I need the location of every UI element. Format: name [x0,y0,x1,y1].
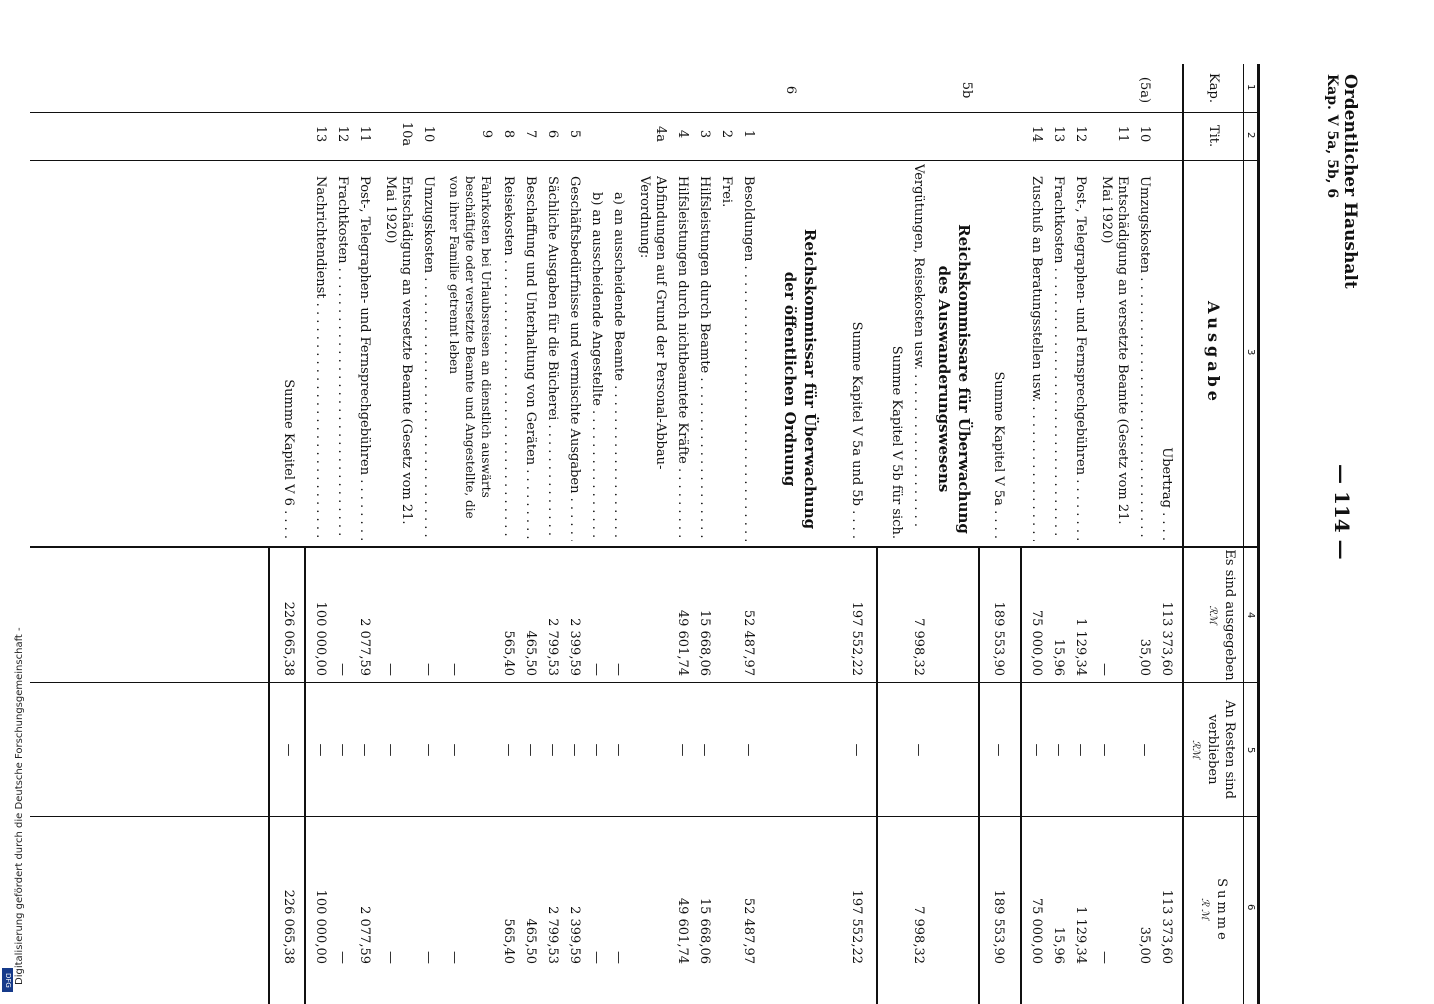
sum-text: Summe Kapitel V 5b für sich. [889,345,904,539]
tit-heading: Tit. [1206,124,1221,148]
row-tit: 11 [1115,125,1130,143]
row-c6: — [447,951,462,964]
chapter-subtitle: Kap. V 5a, 5b, 6 [1324,74,1340,199]
row-tit: 4 [675,129,690,139]
table-row [1021,64,1046,1004]
colnum-4: 4 [1245,612,1256,619]
row-c5: — [545,743,560,757]
row-c6: 197 552,22 [849,889,864,964]
row-c5: — [611,743,626,757]
row-c5: — [1051,743,1066,757]
final-rule [268,548,270,1004]
row-c4: 2 799,53 [545,618,560,676]
row-tit: 2 [719,129,734,139]
row-c4: 2 399,59 [567,618,582,676]
row-c5: — [697,743,712,757]
row-c6: 100 000,00 [313,889,328,964]
table-row [537,64,562,1004]
dfg-credit-text: Digitalisierung gefördert durch die Deutsche Forschungsgemeinschaft - [14,627,25,985]
row-tit: 8 [501,129,516,139]
table-row [413,64,438,1004]
row-c5: — [335,743,350,757]
row-c6: — [335,951,350,964]
row-text: Abfindungen auf Grund der Personal-Abbau-Verordnung: [637,176,668,470]
table-row [667,64,692,1004]
row-c4: 52 487,97 [741,609,756,676]
row-tit: 14 [1029,125,1044,143]
row-c4: 113 373,60 [1159,601,1174,676]
reste-label: An Resten sind verblieben [1205,700,1237,799]
table-row [903,64,928,1004]
row-c6: — [611,951,626,964]
row-c6: 189 553,90 [991,889,1006,964]
row-c4: 226 065,38 [281,601,296,676]
subtotal-rule [876,548,878,1004]
row-c4: 100 000,00 [313,601,328,676]
row-text: Nachrichtendienst . . . [313,176,328,541]
row-c4: 189 553,90 [991,601,1006,676]
row-text: Sächliche Ausgaben für die Bücherei . . . [545,176,560,541]
row-text: Besoldungen . . . [741,176,756,541]
table-row [493,64,518,1004]
row-c6: 565,40 [501,918,516,964]
subtotal-rule [304,548,306,1004]
page-title: Ordentlicher Haushalt [1340,74,1360,289]
row-text: Entschädigung an versetzte Beamte (Gesetz vom 21. Mai 1920) [1099,176,1130,525]
reste-unit: ℛℳ [1190,740,1201,759]
page-number: — 114 — [1330,464,1354,560]
row-c6: 52 487,97 [741,897,756,964]
colnum-2: 2 [1245,132,1256,139]
colnum-5: 5 [1245,747,1256,754]
table-row [603,64,628,1004]
row-c6: 1 129,34 [1073,906,1088,964]
row-c4: 7 998,32 [911,618,926,676]
row-c4: 565,40 [501,630,516,676]
row-c5: — [523,743,538,757]
table-row [440,64,496,1004]
sum-text: Summe Kapitel V 6 . . . . [281,379,296,539]
row-c5: — [849,743,864,757]
colnum-6: 6 [1245,904,1256,911]
section-heading-6: Reichskommissar für Überwachung der öffentlichen Ordnung [781,228,819,530]
row-tit: 13 [1051,125,1066,143]
table-row [630,64,670,1004]
table-row [689,64,714,1004]
row-tit: 10 [421,125,436,143]
row-text: Frachtkosten . . . [335,176,350,541]
row-c4: 1 129,34 [1073,618,1088,676]
row-c4: 15 668,06 [697,609,712,676]
row-text: b) an ausscheidende Angestellte . . . [589,192,604,541]
row-tit: 13 [313,125,328,143]
row-c6: — [383,951,398,964]
row-c5: — [313,743,328,757]
row-c6: 2 399,59 [567,906,582,964]
row-tit: 6 [545,129,560,139]
row-c5: — [741,743,756,757]
row-c4: 2 077,59 [357,618,372,676]
colnum-1: 1 [1245,84,1256,91]
row-c5: — [357,743,372,757]
row-kap: (5a) [1137,76,1152,104]
top-rule [1257,64,1260,1004]
table-row [983,64,1008,1004]
table-row [841,64,866,1004]
ausgabe-heading: Ausgabe [1204,301,1223,405]
row-c6: 7 998,32 [911,906,926,964]
row-c5: — [1073,743,1088,757]
row-text: Reisekosten . . . [501,176,516,541]
row-c6: 35,00 [1137,926,1152,964]
row-c6: 15,96 [1051,926,1066,964]
row-tit: 11 [357,125,372,143]
row-tit: 5 [567,129,582,139]
row-tit: 1 [741,129,756,139]
section-heading-5b: Reichskommissare für Überwachung des Auswanderungswesens [935,224,973,534]
row-text: Beschaffung und Unterhaltung von Geräten . . . [523,176,538,541]
row-tit: 10 [1137,125,1152,143]
table-row [733,64,758,1004]
row-text: Umzugskosten . . . [1137,176,1152,541]
row-c4: — [383,663,398,676]
table-row [711,64,736,1004]
table-row [273,64,298,1004]
row-text: Übertrag . . . . [1159,447,1174,541]
row-c6: 226 065,38 [281,889,296,964]
table-row [305,64,330,1004]
table-row [1043,64,1068,1004]
row-c5: — [675,743,690,757]
row-c6: — [1097,951,1112,964]
row-c4: — [335,663,350,676]
ausgegeben-label: Es sind ausgegeben [1222,549,1237,681]
row-c4: — [611,663,626,676]
row-c5: — [421,743,436,757]
table-row [1151,64,1176,1004]
sum-text: Summe Kapitel V 5a und 5b . . . . [849,321,864,539]
row-c6: 2 077,59 [357,906,372,964]
rotated-page [30,64,1360,1004]
row-c5: — [589,743,604,757]
row-tit: 7 [523,129,538,139]
summe-heading [1196,817,1230,1004]
table-row [376,64,416,1004]
colnum-rule [1243,64,1244,1004]
table-row [1129,64,1154,1004]
kap-heading: Kap. [1206,73,1221,103]
row-c4: — [1097,663,1112,676]
table-row [881,64,906,1004]
dfg-logo: DFG [2,968,13,992]
row-c5: — [501,743,516,757]
row-text: Geschäftsbedürfnisse und vermischte Ausgaben . . . [567,176,582,541]
row-text: a) an ausscheidende Beamte . . . [611,192,626,541]
row-tit: 10a [399,121,414,147]
table-row [327,64,352,1004]
row-c4: — [421,663,436,676]
row-c6: — [421,951,436,964]
dfg-footer [2,0,25,1000]
reste-heading [1187,683,1238,816]
row-c5: — [911,743,926,757]
row-c6: 49 601,74 [675,897,690,964]
row-text: Entschädigung an versetzte Beamte (Gesetz vom 21. Mai 1920) [383,176,414,525]
row-c6: 113 373,60 [1159,889,1174,964]
row-text: Fahrkosten bei Urlaubsreisen an dienstlich auswärts beschäftigte oder versetzte Beamte und Angestellte, die von ihrer Familie getrennt leben [447,176,493,519]
ausgegeben-heading [1204,548,1238,682]
row-c4: — [589,663,604,676]
row-text: Hilfsleistungen durch nichtbeamtete Kräfte . . . [675,176,690,541]
row-tit: 4a [653,125,668,143]
row-kap: 5b [959,81,974,99]
row-tit: 12 [335,125,350,143]
row-c5: — [383,743,398,757]
row-c5: — [1137,743,1152,757]
row-c4: — [447,663,462,676]
sum-text: Summe Kapitel V 5a . . . . [991,371,1006,539]
row-c5: — [567,743,582,757]
row-text: Frei. [719,176,734,208]
row-c5: — [281,743,296,757]
table-row [559,64,584,1004]
row-text: Post-, Telegraphen- und Fernsprechgebühren . . . [357,176,372,541]
summe-label: Summe [1214,878,1229,943]
row-c6: — [589,951,604,964]
subtotal-rule [1020,548,1022,1004]
row-c4: 197 552,22 [849,601,864,676]
row-c4: 75 000,00 [1029,609,1044,676]
row-c4: 15,96 [1051,638,1066,676]
subtotal-rule [978,548,980,1004]
table-row [1092,64,1132,1004]
row-text: Vergütungen, Reisekosten usw. . . . [911,164,926,529]
row-c6: 75 000,00 [1029,897,1044,964]
row-tit: 9 [479,129,494,139]
row-c5: — [1097,743,1112,757]
table-row [581,64,606,1004]
ausgegeben-unit: ℛℳ [1207,605,1218,625]
table-row [349,64,374,1004]
row-c4: 49 601,74 [675,609,690,676]
row-text: Post-, Telegraphen- und Fernsprechgebühren . . . [1073,176,1088,541]
row-text: Hilfsleistungen durch Beamte . . . [697,176,712,541]
row-text: Zuschuß an Beratungsstellen usw. . . . [1029,176,1044,541]
row-c4: 465,50 [523,630,538,676]
row-text: Umzugskosten . . . [421,176,436,541]
row-c5: — [1029,743,1044,757]
row-c6: 2 799,53 [545,906,560,964]
summe-unit: ℛℳ [1199,898,1210,923]
row-c5: — [991,743,1006,757]
row-c4: 35,00 [1137,638,1152,676]
row-kap: 6 [783,85,798,95]
table-row [1065,64,1090,1004]
table-row [515,64,540,1004]
row-c6: 465,50 [523,918,538,964]
row-tit: 3 [697,129,712,139]
row-tit: 12 [1073,125,1088,143]
row-c5: — [447,743,462,757]
row-text: Frachtkosten . . . [1051,176,1066,541]
header-rule [1182,64,1184,1004]
row-c6: 15 668,06 [697,897,712,964]
colnum-3: 3 [1245,349,1256,356]
